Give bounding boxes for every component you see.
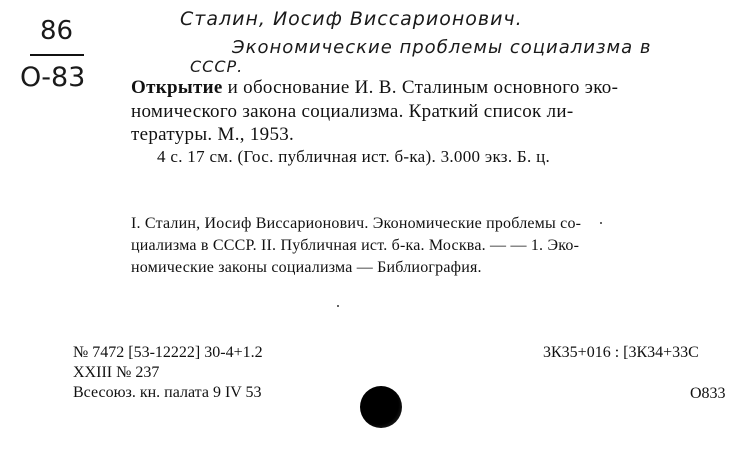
entry-line-1-rest: и обоснование И. В. Сталиным основного эко- xyxy=(222,77,619,98)
entry-heading-word: Открытие xyxy=(131,77,223,98)
footer-publisher: Всесоюз. кн. палата 9 IV 53 xyxy=(73,384,262,401)
entry-line-1 xyxy=(131,77,618,99)
handwritten-title-cont: СССР. xyxy=(190,57,244,76)
handwritten-title: Экономические проблемы социализма в xyxy=(232,37,652,58)
entry-line-2: номического закона социализма. Краткий список ли- xyxy=(131,101,574,122)
tracings-line-1: I. Сталин, Иосиф Виссарионович. Экономические проблемы со- xyxy=(131,215,582,232)
ink-speck xyxy=(337,305,339,307)
tracings-line-3: номические законы социализма — Библиография. xyxy=(131,259,482,276)
footer-classification: 3К35+016 : [3К34+33С xyxy=(543,344,699,361)
call-number-bottom: О-83 xyxy=(20,62,86,93)
entry-collation: 4 с. 17 см. (Гос. публичная ист. б-ка). 3.000 экз. Б. ц. xyxy=(157,147,551,166)
tracings-line-2: циализма в СССР. II. Публичная ист. б-ка. Москва. — — 1. Эко- xyxy=(131,237,580,254)
card-punch-hole xyxy=(360,386,402,428)
footer-card-number: № 7472 [53-12222] 30-4+1.2 xyxy=(73,344,263,361)
entry-line-3: тературы. М., 1953. xyxy=(131,124,295,145)
ink-speck xyxy=(600,222,602,224)
call-number-divider xyxy=(30,54,84,56)
footer-code: O833 xyxy=(690,385,726,402)
footer-series: XXIII № 237 xyxy=(73,364,160,381)
handwritten-author: Сталин, Иосиф Виссарионович. xyxy=(180,8,523,30)
call-number-top: 86 xyxy=(40,16,74,46)
